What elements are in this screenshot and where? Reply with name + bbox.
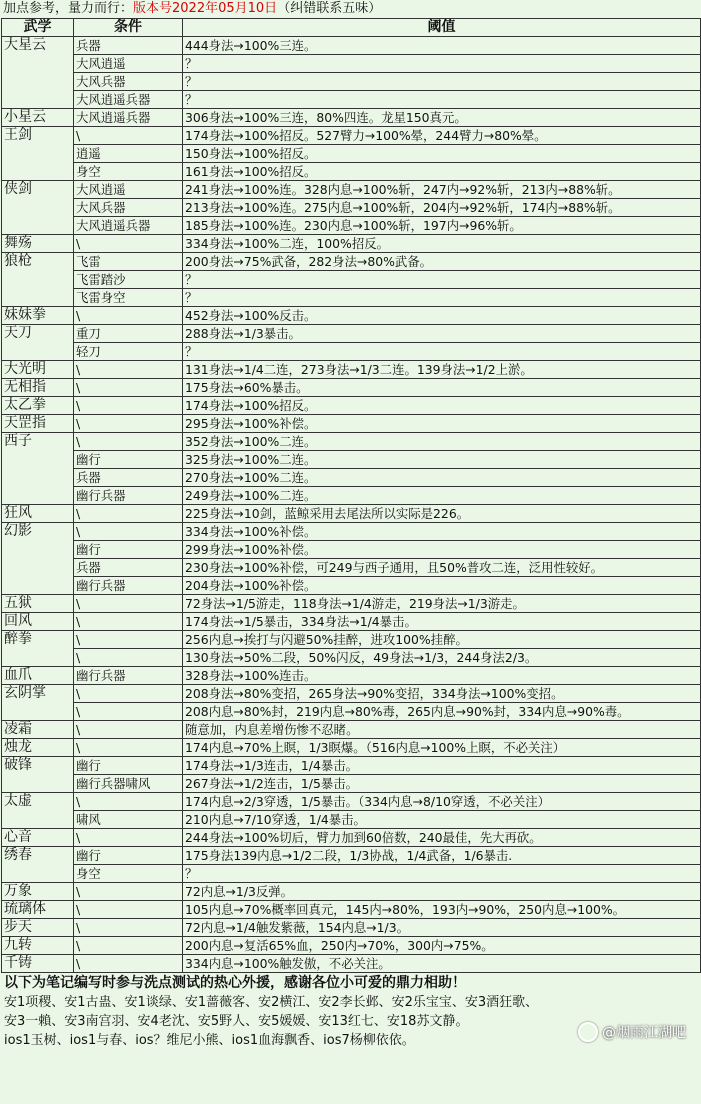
condition-cell: \ [74, 919, 183, 937]
table-row [2, 343, 701, 361]
threshold-cell: 131身法→1/4二连，273身法→1/3二连。139身法→1/2上淤。 [183, 361, 701, 379]
threshold-cell: ？ [183, 73, 701, 91]
art-name-cell: 天刀 [2, 325, 74, 361]
table-row [2, 37, 701, 55]
table-row [2, 613, 701, 631]
condition-cell: \ [74, 685, 183, 703]
condition-cell: \ [74, 883, 183, 901]
table-row [2, 937, 701, 955]
threshold-cell: ？ [183, 91, 701, 109]
table-row [2, 127, 701, 145]
art-name-cell: 小星云 [2, 109, 74, 127]
table-row [2, 595, 701, 613]
threshold-cell: 174身法→1/3连击，1/4暴击。 [183, 757, 701, 775]
condition-cell: 兵器 [74, 559, 183, 577]
art-name-cell: 无相指 [2, 379, 74, 397]
version-label: 版本号2022年05月10日 [133, 1, 278, 16]
threshold-cell: 174内息→70%上瞑，1/3瞑爆。（516内息→100%上瞑，不必关注） [183, 739, 701, 757]
contributors-line: ios1玉树、ios1与春、ios？维尼小熊、ios1血海飘香、ios7杨柳依依。 [4, 1033, 415, 1048]
table-row [2, 163, 701, 181]
threshold-cell: 334内息→100%触发傲，不必关注。 [183, 955, 701, 973]
threshold-cell: ？ [183, 865, 701, 883]
art-name-cell: 狂风 [2, 505, 74, 523]
art-name-cell: 破锋 [2, 757, 74, 793]
condition-cell: 身空 [74, 163, 183, 181]
table-row [2, 739, 701, 757]
threshold-cell: 444身法→100%三连。 [183, 37, 701, 55]
condition-cell: 兵器 [74, 37, 183, 55]
threshold-cell: 174身法→1/5暴击，334身法→1/4暴击。 [183, 613, 701, 631]
table-row [2, 721, 701, 739]
threshold-cell: 241身法→100%连。328内息→100%斩，247内→92%斩，213内→88%斩。 [183, 181, 701, 199]
guide-sheet [1, 0, 700, 1050]
condition-cell: \ [74, 613, 183, 631]
condition-cell: \ [74, 829, 183, 847]
art-name-cell: 烛龙 [2, 739, 74, 757]
threshold-cell: 452身法→100%反击。 [183, 307, 701, 325]
threshold-cell: 306身法→100%三连，80%四连。龙星150真元。 [183, 109, 701, 127]
condition-cell: \ [74, 955, 183, 973]
table-row [2, 901, 701, 919]
art-name-cell: 太乙拳 [2, 397, 74, 415]
condition-cell: 身空 [74, 865, 183, 883]
art-name-cell: 舞殇 [2, 235, 74, 253]
threshold-cell: ？ [183, 289, 701, 307]
art-name-cell: 琉璃体 [2, 901, 74, 919]
column-header-condition: 条件 [74, 19, 183, 37]
condition-cell: 逍遥 [74, 145, 183, 163]
contributors-line: 安1项稷、安1古蛊、安1谈绿、安1蔷薇客、安2横江、安2李长邺、安2乐宝宝、安3酒狂歌、 [4, 995, 539, 1010]
contributors-line: 安3一賴、安3南宫羽、安4老沈、安5野人、安5媛媛、安13红七、安18苏文静。 [4, 1014, 469, 1029]
table-row [2, 325, 701, 343]
table-row [2, 811, 701, 829]
art-name-cell: 万象 [2, 883, 74, 901]
threshold-cell: 334身法→100%补偿。 [183, 523, 701, 541]
condition-cell: \ [74, 415, 183, 433]
art-name-cell: 妹妹拳 [2, 307, 74, 325]
table-row [2, 289, 701, 307]
condition-cell: 大风兵器 [74, 73, 183, 91]
condition-cell: 大风逍遥兵器 [74, 109, 183, 127]
condition-cell: \ [74, 703, 183, 721]
condition-cell: 重刀 [74, 325, 183, 343]
condition-cell: \ [74, 379, 183, 397]
condition-cell: 幽行兵器 [74, 667, 183, 685]
forum-logo-icon [578, 1022, 598, 1042]
table-row [2, 865, 701, 883]
art-name-cell: 大光明 [2, 361, 74, 379]
art-name-cell: 步天 [2, 919, 74, 937]
condition-cell: 幽行 [74, 757, 183, 775]
threshold-cell: 210内息→7/10穿透，1/4暴击。 [183, 811, 701, 829]
table-row [2, 667, 701, 685]
art-name-cell: 回风 [2, 613, 74, 631]
condition-cell: \ [74, 397, 183, 415]
condition-cell: 幽行 [74, 541, 183, 559]
table-row [2, 199, 701, 217]
threshold-cell: ？ [183, 271, 701, 289]
table-row [2, 397, 701, 415]
threshold-cell: 175身法139内息→1/2二段，1/3协战，1/4武备，1/6暴击. [183, 847, 701, 865]
threshold-cell: 185身法→100%连。230内息→100%斩，197内→96%斩。 [183, 217, 701, 235]
condition-cell: \ [74, 721, 183, 739]
art-name-cell: 凌霜 [2, 721, 74, 739]
table-row [2, 91, 701, 109]
threshold-cell: 174身法→100%招反。 [183, 397, 701, 415]
threshold-cell: 72内息→1/4触发紫薇，154内息→1/3。 [183, 919, 701, 937]
thanks-note: 以下为笔记编写时参与洗点测试的热心外援，感谢各位小可爱的鼎力相助！ [4, 975, 466, 991]
threshold-cell: 230身法→100%补偿，可249与西子通用，且50%普攻二连，泛用性较好。 [183, 559, 701, 577]
column-header-art: 武学 [2, 19, 74, 37]
table-row [2, 775, 701, 793]
table-row [2, 217, 701, 235]
threshold-cell: ？ [183, 343, 701, 361]
column-header-threshold: 阈值 [183, 19, 701, 37]
table-body [2, 37, 701, 973]
threshold-cell: 352身法→100%二连。 [183, 433, 701, 451]
condition-cell: 大风逍遥 [74, 55, 183, 73]
condition-cell: \ [74, 631, 183, 649]
art-name-cell: 绣春 [2, 847, 74, 883]
condition-cell: \ [74, 595, 183, 613]
condition-cell: 飞雷身空 [74, 289, 183, 307]
table-row [2, 271, 701, 289]
table-row [2, 631, 701, 649]
table-row [2, 181, 701, 199]
table-row [2, 415, 701, 433]
threshold-cell: ？ [183, 55, 701, 73]
watermark [578, 1022, 686, 1042]
table-row [2, 523, 701, 541]
threshold-cell: 105内息→70%概率回真元，145内→80%，193内→90%，250内息→100%。 [183, 901, 701, 919]
table-row [2, 829, 701, 847]
condition-cell: 幽行兵器 [74, 487, 183, 505]
table-row [2, 919, 701, 937]
condition-cell: 幽行兵器啸风 [74, 775, 183, 793]
table-row [2, 685, 701, 703]
table-row [2, 559, 701, 577]
threshold-cell: 174内息→2/3穿透，1/5暴击。（334内息→8/10穿透，不必关注） [183, 793, 701, 811]
threshold-cell: 328身法→100%连击。 [183, 667, 701, 685]
art-name-cell: 心音 [2, 829, 74, 847]
condition-cell: 啸风 [74, 811, 183, 829]
header-suffix: （纠错联系五味） [277, 1, 382, 16]
condition-cell: 兵器 [74, 469, 183, 487]
threshold-cell: 161身法→100%招反。 [183, 163, 701, 181]
threshold-cell: 299身法→100%补偿。 [183, 541, 701, 559]
threshold-cell: 130身法→50%二段，50%闪反，49身法→1/3，244身法2/3。 [183, 649, 701, 667]
art-name-cell: 玄阴掌 [2, 685, 74, 721]
condition-cell: \ [74, 505, 183, 523]
art-name-cell: 醉拳 [2, 631, 74, 667]
condition-cell: \ [74, 901, 183, 919]
table-row [2, 433, 701, 451]
table-row [2, 55, 701, 73]
table-row [2, 847, 701, 865]
threshold-cell: 175身法→60%暴击。 [183, 379, 701, 397]
condition-cell: 大风逍遥 [74, 181, 183, 199]
table-row [2, 451, 701, 469]
threshold-cell: 249身法→100%二连。 [183, 487, 701, 505]
threshold-cell: 295身法→100%补偿。 [183, 415, 701, 433]
table-row [2, 253, 701, 271]
condition-cell: \ [74, 739, 183, 757]
table-row [2, 883, 701, 901]
table-header-row [2, 19, 701, 37]
art-name-cell: 幻影 [2, 523, 74, 595]
condition-cell: \ [74, 361, 183, 379]
condition-cell: \ [74, 793, 183, 811]
table-row [2, 649, 701, 667]
threshold-cell: 204身法→100%补偿。 [183, 577, 701, 595]
table-row [2, 703, 701, 721]
threshold-cell: 72内息→1/3反弹。 [183, 883, 701, 901]
art-name-cell: 大星云 [2, 37, 74, 109]
art-name-cell: 狼枪 [2, 253, 74, 307]
condition-cell: 大风兵器 [74, 199, 183, 217]
condition-cell: 飞雷 [74, 253, 183, 271]
threshold-cell: 267身法→1/2连击，1/5暴击。 [183, 775, 701, 793]
header-line [1, 0, 700, 18]
table-row [2, 361, 701, 379]
condition-cell: \ [74, 433, 183, 451]
threshold-cell: 225身法→10剑，蓝鲸采用去尾法所以实际是226。 [183, 505, 701, 523]
threshold-cell: 334身法→100%二连，100%招反。 [183, 235, 701, 253]
threshold-cell: 150身法→100%招反。 [183, 145, 701, 163]
art-name-cell: 太虚 [2, 793, 74, 829]
threshold-cell: 244身法→100%切后，臂力加到60倍数，240最佳，先大再砍。 [183, 829, 701, 847]
art-name-cell: 天罡指 [2, 415, 74, 433]
art-name-cell: 侠剑 [2, 181, 74, 235]
condition-cell: 幽行 [74, 451, 183, 469]
threshold-cell: 208身法→80%变招，265身法→90%变招，334身法→100%变招。 [183, 685, 701, 703]
table-row [2, 955, 701, 973]
table-row [2, 757, 701, 775]
threshold-cell: 208内息→80%封，219内息→80%毒，265内息→90%封，334内息→90%毒。 [183, 703, 701, 721]
table-row [2, 487, 701, 505]
threshold-cell: 213身法→100%连。275内息→100%斩，204内→92%斩，174内→88%斩。 [183, 199, 701, 217]
threshold-table [1, 18, 701, 973]
condition-cell: \ [74, 523, 183, 541]
art-name-cell: 九转 [2, 937, 74, 955]
condition-cell: \ [74, 235, 183, 253]
header-prefix: 加点参考，量力而行： [3, 1, 134, 16]
condition-cell: 轻刀 [74, 343, 183, 361]
condition-cell: 大风逍遥兵器 [74, 217, 183, 235]
threshold-cell: 200内息→复活65%血，250内→70%，300内→75%。 [183, 937, 701, 955]
threshold-cell: 174身法→100%招反。527臂力→100%晕，244臂力→80%晕。 [183, 127, 701, 145]
threshold-cell: 72身法→1/5游走，118身法→1/4游走，219身法→1/3游走。 [183, 595, 701, 613]
threshold-cell: 325身法→100%二连。 [183, 451, 701, 469]
condition-cell: 大风逍遥兵器 [74, 91, 183, 109]
threshold-cell: 270身法→100%二连。 [183, 469, 701, 487]
condition-cell: 飞雷踏沙 [74, 271, 183, 289]
table-row [2, 73, 701, 91]
art-name-cell: 五狱 [2, 595, 74, 613]
table-row [2, 505, 701, 523]
table-row [2, 307, 701, 325]
art-name-cell: 千铸 [2, 955, 74, 973]
condition-cell: \ [74, 307, 183, 325]
condition-cell: \ [74, 937, 183, 955]
table-row [2, 793, 701, 811]
threshold-cell: 288身法→1/3暴击。 [183, 325, 701, 343]
condition-cell: 幽行兵器 [74, 577, 183, 595]
condition-cell: \ [74, 649, 183, 667]
art-name-cell: 王剑 [2, 127, 74, 181]
table-row [2, 145, 701, 163]
threshold-cell: 256内息→挨打与闪避50%挂醉，进攻100%挂醉。 [183, 631, 701, 649]
condition-cell: 幽行 [74, 847, 183, 865]
art-name-cell: 血爪 [2, 667, 74, 685]
table-row [2, 469, 701, 487]
threshold-cell: 200身法→75%武备，282身法→80%武备。 [183, 253, 701, 271]
table-row [2, 541, 701, 559]
threshold-cell: 随意加，内息差增伤惨不忍睹。 [183, 721, 701, 739]
table-row [2, 109, 701, 127]
watermark-text: @烟雨江湖吧 [602, 1025, 686, 1041]
table-row [2, 577, 701, 595]
table-row [2, 379, 701, 397]
table-row [2, 235, 701, 253]
art-name-cell: 西子 [2, 433, 74, 505]
condition-cell: \ [74, 127, 183, 145]
